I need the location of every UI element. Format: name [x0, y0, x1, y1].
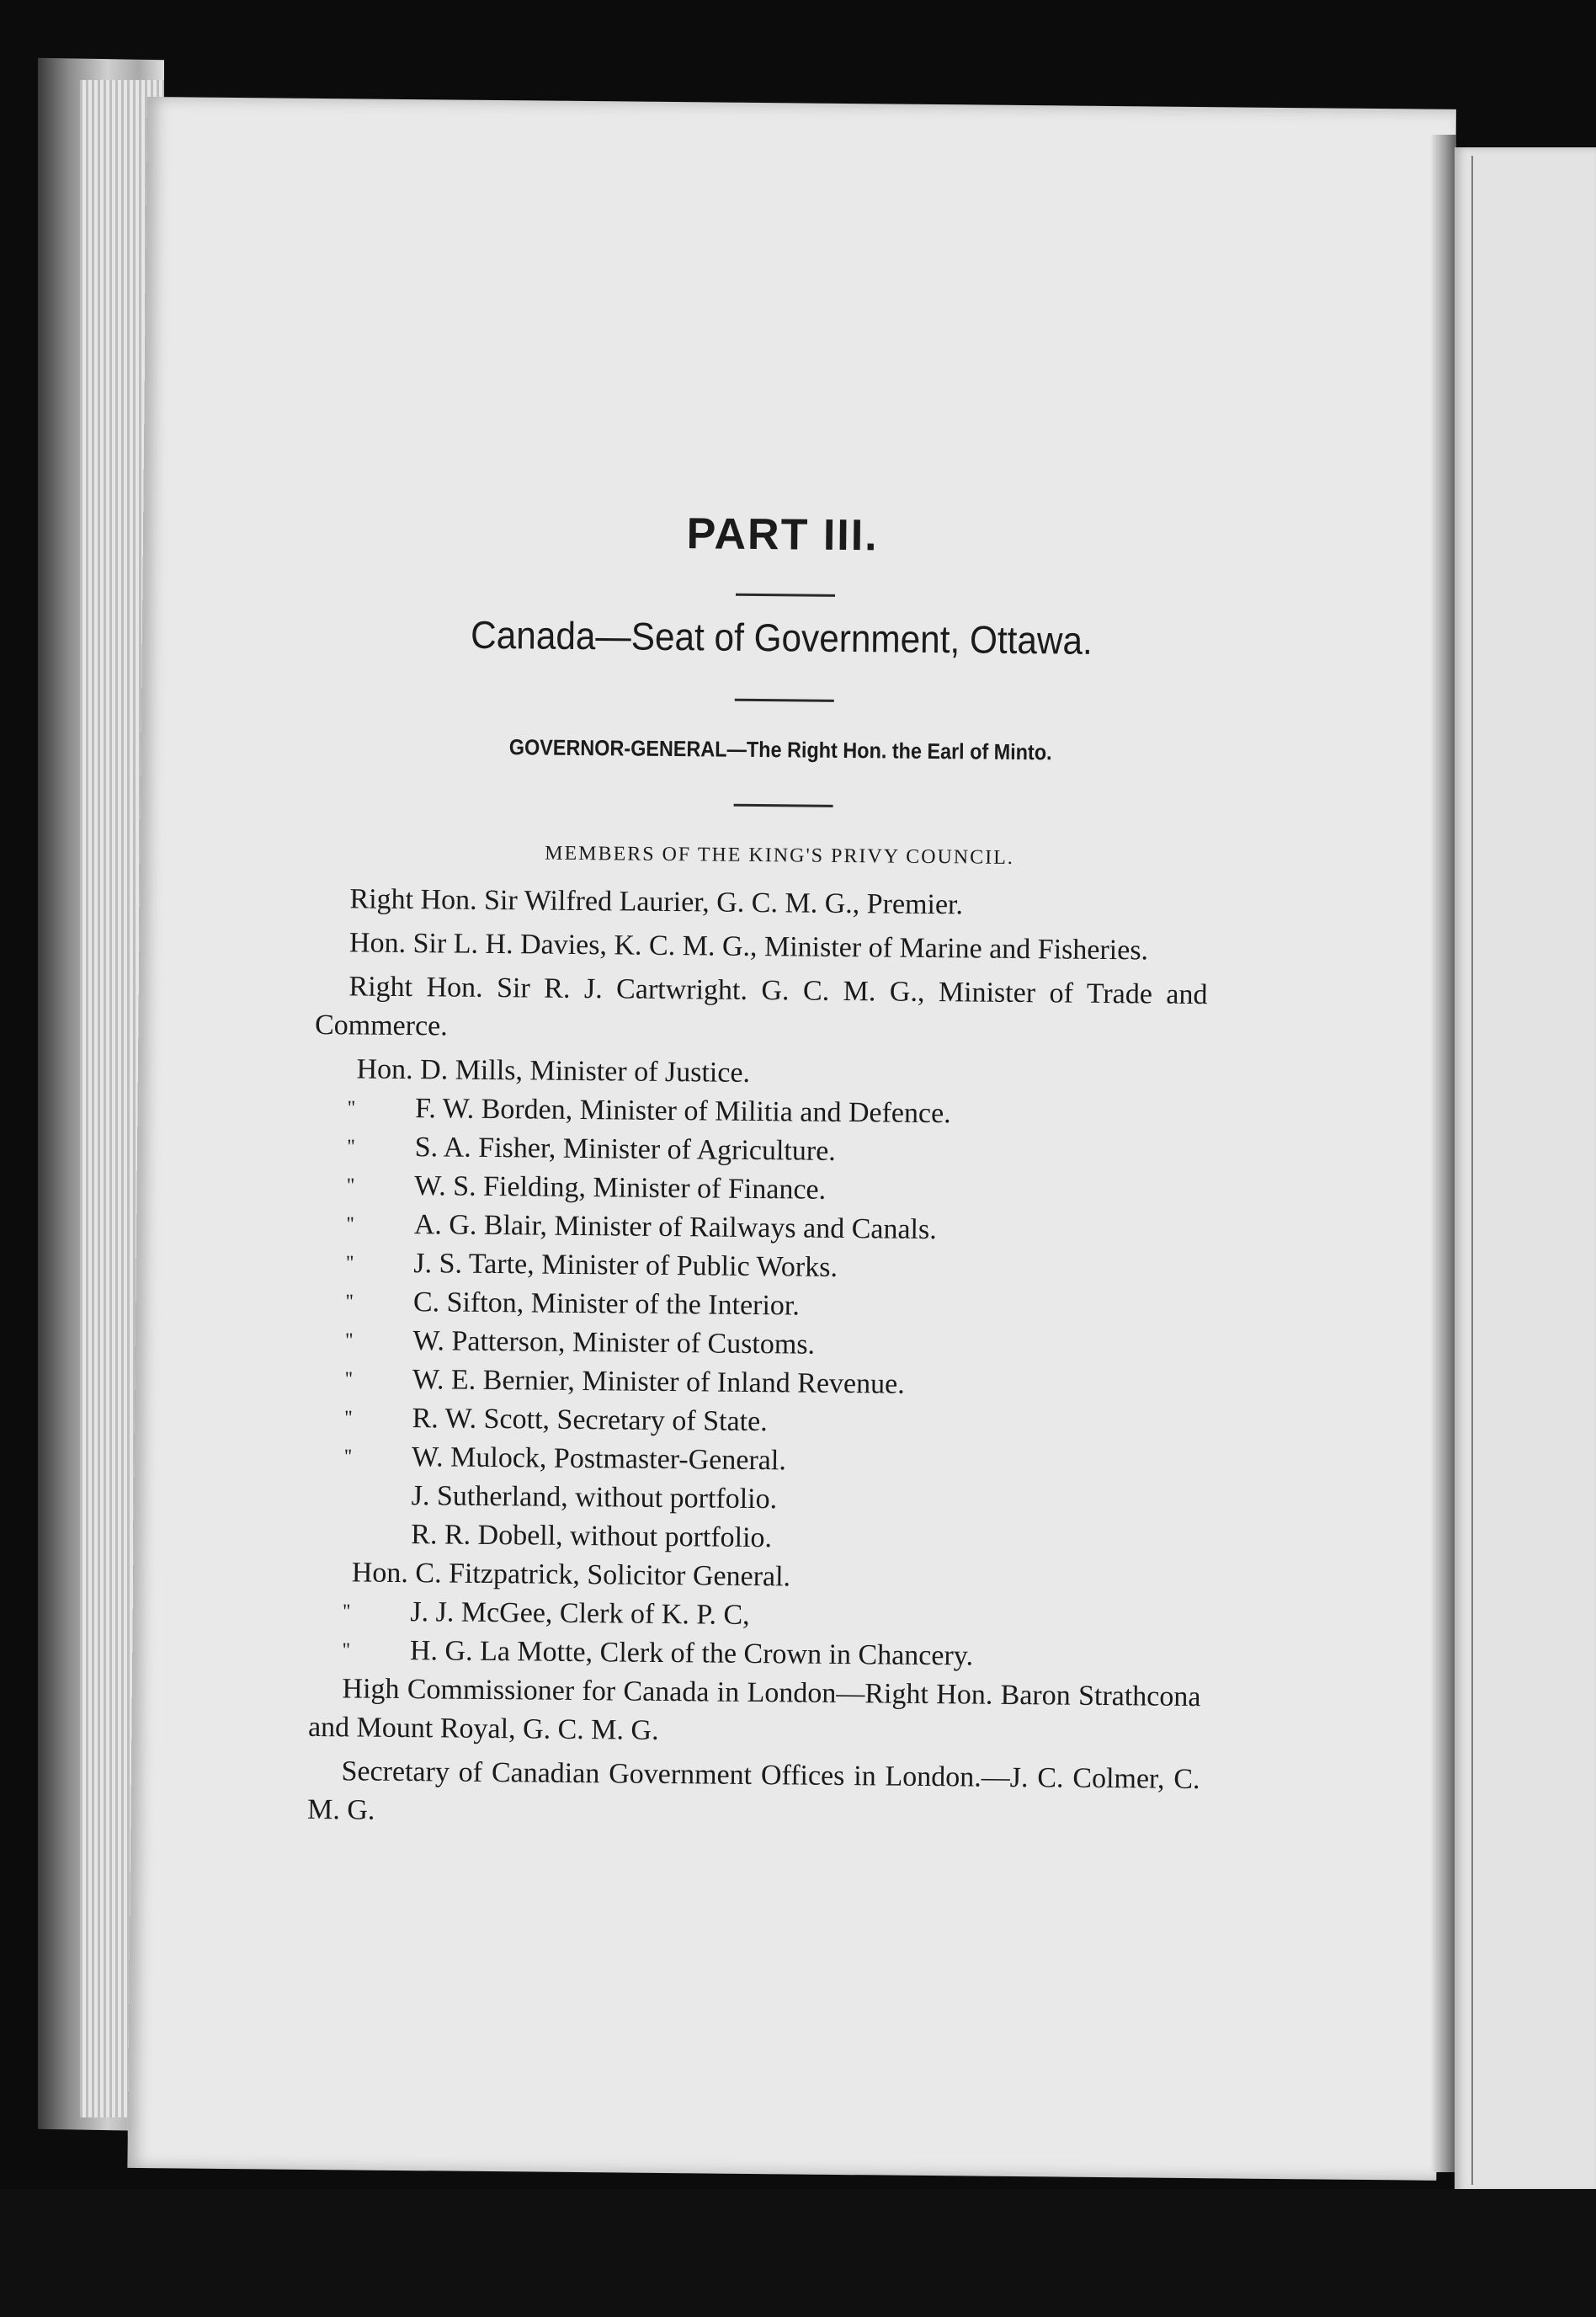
council-entry-text: W. E. Bernier, Minister of Inland Revenue. — [412, 1364, 905, 1400]
council-entry-text: F. W. Borden, Minister of Militia and Defence. — [414, 1093, 951, 1130]
background-bottom — [0, 2189, 1596, 2317]
right-page-edge — [1471, 156, 1596, 2185]
council-entry-text: S. A. Fisher, Minister of Agriculture. — [414, 1132, 836, 1167]
ditto-mark: '' — [345, 1329, 354, 1352]
ditto-mark: '' — [346, 1213, 354, 1236]
council-entry: Hon. Sir L. H. Davies, K. C. M. G., Minister of Marine and Fisheries. — [348, 927, 1149, 967]
council-entry: Hon. D. Mills, Minister of Justice. — [356, 1053, 751, 1089]
council-members-list — [307, 880, 1209, 1843]
council-entry-text: W. Patterson, Minister of Customs. — [412, 1325, 816, 1361]
council-entry-text: C. Sifton, Minister of the Interior. — [412, 1286, 801, 1322]
council-entry-text: H. G. La Motte, Clerk of the Crown in Chancery. — [409, 1635, 974, 1672]
council-entry-text: J. J. McGee, Clerk of K. P. C, — [410, 1596, 750, 1631]
ditto-mark — [343, 1476, 411, 1515]
council-entry-text: A. G. Blair, Minister of Railways and Canals. — [413, 1209, 937, 1246]
part-title: PART III. — [686, 509, 879, 561]
ditto-mark: '' — [343, 1601, 351, 1623]
council-entry: Right Hon. Sir Wilfred Laurier, G. C. M. G., Premier. — [349, 883, 964, 921]
council-entry-text: W. S. Fielding, Minister of Finance. — [414, 1170, 827, 1206]
ditto-mark: '' — [346, 1252, 354, 1275]
ditto-mark: '' — [347, 1136, 355, 1158]
council-heading: MEMBERS OF THE KING'S PRIVY COUNCIL. — [545, 842, 1015, 869]
ditto-mark: '' — [342, 1639, 350, 1662]
ditto-mark: '' — [348, 1097, 355, 1120]
ditto-mark: '' — [344, 1368, 353, 1391]
council-entry-text: R. R. Dobell, without portfolio. — [411, 1519, 773, 1554]
council-entry: Hon. C. Fitzpatrick, Solicitor General. — [351, 1557, 791, 1593]
council-entry-text: R. W. Scott, Secretary of State. — [412, 1403, 768, 1438]
ditto-mark — [343, 1515, 411, 1554]
ditto-mark: '' — [344, 1446, 352, 1468]
ditto-mark: '' — [344, 1407, 353, 1430]
council-entry: Secretary of Canadian Government Offices in London.—J. C. Colmer, C. M. G. — [306, 1755, 1200, 1826]
council-entry: High Commissioner for Canada in London—Right Hon. Baron Strathcona and Mount Royal, G. C. M. G. — [307, 1673, 1201, 1746]
book-gutter — [1431, 135, 1456, 2172]
ditto-mark: '' — [347, 1174, 355, 1197]
council-entry-text: J. Sutherland, without portfolio. — [411, 1480, 778, 1515]
ditto-mark: '' — [345, 1291, 354, 1313]
council-entry-text: W. Mulock, Postmaster-General. — [411, 1441, 787, 1477]
council-entry-text: J. S. Tarte, Minister of Public Works. — [413, 1248, 838, 1283]
council-entry: Right Hon. Sir R. J. Cartwright. G. C. M. G., Minister of Trade and Commerce. — [314, 971, 1208, 1042]
governor-general-line: GOVERNOR-GENERAL—The Right Hon. the Earl of Minto. — [508, 734, 1052, 765]
seat-title: Canada—Seat of Government, Ottawa. — [470, 612, 1093, 663]
